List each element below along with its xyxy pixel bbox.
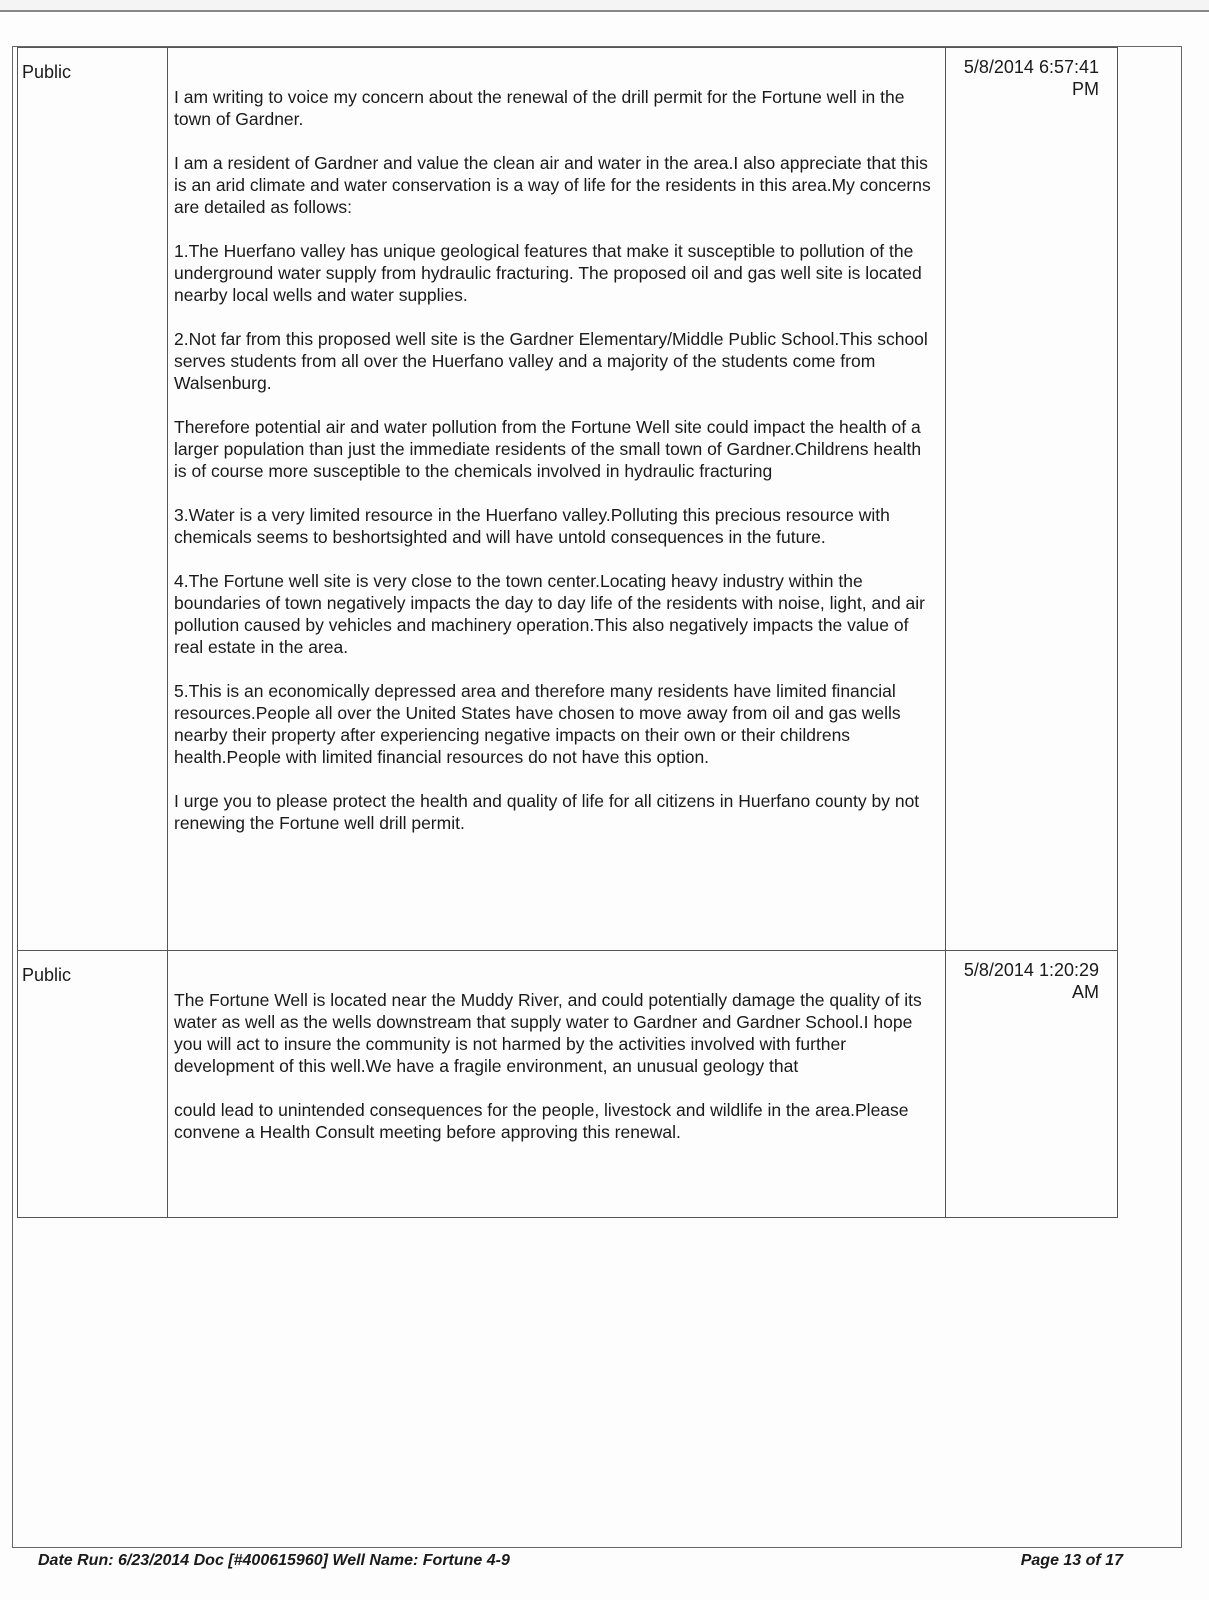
comment-paragraph: I am a resident of Gardner and value the clean air and water in the area.I also appreciate that this is an arid climate and water conservation is a way of life for the residents in this area.My concerns are detailed as follows: <box>174 153 931 217</box>
comment-paragraph: 2.Not far from this proposed well site is the Gardner Elementary/Middle Public School.This school serves students from all over the Huerfano valley and a majority of the students come from Walsenburg. <box>174 329 928 393</box>
comment-paragraph: I urge you to please protect the health and quality of life for all citizens in Huerfano county by not renewing the Fortune well drill permit. <box>174 791 920 833</box>
comments-table <box>17 47 1118 1218</box>
footer-page-number: Page 13 of 17 <box>1020 1552 1123 1569</box>
footer-run-info: Date Run: 6/23/2014 Doc [#400615960] Well Name: Fortune 4-9 <box>38 1552 510 1569</box>
comment-date-ampm: PM <box>1072 79 1099 99</box>
comment-date-time: 5/8/2014 1:20:29 <box>963 960 1099 980</box>
comment-paragraph: Therefore potential air and water pollution from the Fortune Well site could impact the health of a larger population than just the immediate residents of the small town of Gardner.Childrens health is of course more susceptible to the chemicals involved in hydraulic fracturing <box>174 417 922 481</box>
comment-paragraph: 1.The Huerfano valley has unique geological features that make it susceptible to pollution of the underground water supply from hydraulic fracturing. The proposed oil and gas well site is located nearby local wells and water supplies. <box>174 241 922 305</box>
table-row <box>18 951 1118 1218</box>
comment-paragraph: The Fortune Well is located near the Muddy River, and could potentially damage the quality of its water as well as the wells downstream that supply water to Gardner and Gardner School.I hope you will act to insure the community is not harmed by the activities involved with further development of this well.We have a fragile environment, an unusual geology that <box>174 990 922 1076</box>
page-frame <box>12 46 1182 1548</box>
comment-date <box>946 951 1118 1218</box>
comment-paragraph: 3.Water is a very limited resource in the Huerfano valley.Polluting this precious resource with chemicals seems to beshortsighted and will have untold consequences in the future. <box>174 505 890 547</box>
comment-paragraph: I am writing to voice my concern about the renewal of the drill permit for the Fortune well in the town of Gardner. <box>174 87 905 129</box>
comment-date-time: 5/8/2014 6:57:41 <box>963 57 1099 77</box>
scan-top-edge <box>0 0 1209 12</box>
comment-paragraph: could lead to unintended consequences for the people, livestock and wildlife in the area.Please convene a Health Consult meeting before approving this renewal. <box>174 1100 909 1142</box>
comment-paragraph: 5.This is an economically depressed area and therefore many residents have limited financial resources.People all over the United States have chosen to move away from oil and gas wells nearby their property after experiencing negative impacts on their own or their childrens health.People with limited financial resources do not have this option. <box>174 681 901 767</box>
table-row <box>18 48 1118 951</box>
comment-date <box>946 48 1118 951</box>
comment-text <box>168 951 946 1218</box>
comment-type: Public <box>18 48 168 951</box>
comment-paragraph: 4.The Fortune well site is very close to the town center.Locating heavy industry within the boundaries of town negatively impacts the day to day life of the residents with noise, light, and air pollution caused by vehicles and machinery operation.This also negatively impacts the value of real estate in the area. <box>174 571 925 657</box>
comment-text <box>168 48 946 951</box>
comment-type: Public <box>18 951 168 1218</box>
comment-date-ampm: AM <box>1072 982 1099 1002</box>
